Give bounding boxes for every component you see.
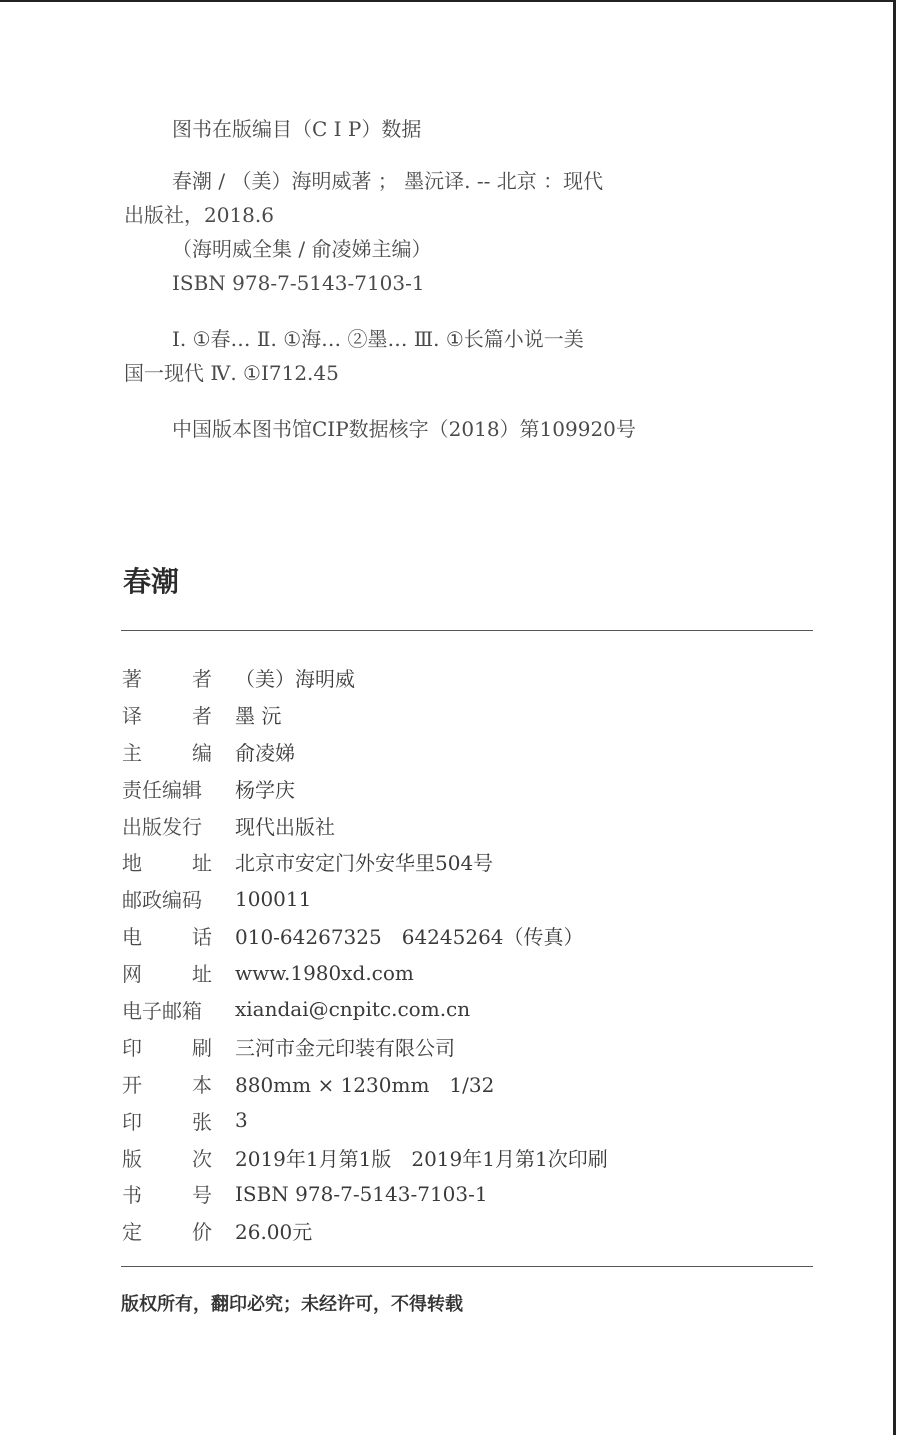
- info-label: [122, 884, 212, 913]
- info-label-part: 本: [192, 1072, 212, 1097]
- divider-top: [121, 630, 813, 631]
- info-label-part: 主: [122, 740, 142, 765]
- info-label: [122, 921, 212, 950]
- info-label-part: 刷: [192, 1035, 212, 1060]
- info-label-part: 者: [192, 703, 212, 728]
- info-label-part: 邮政编码: [122, 888, 202, 913]
- book-title: 春潮: [123, 565, 180, 598]
- info-label-part: 址: [192, 962, 212, 987]
- info-label-part: 译: [122, 703, 142, 728]
- info-label-part: 印: [122, 1035, 142, 1060]
- divider-bottom: [121, 1266, 813, 1267]
- copyright-notice: 版权所有，翻印必究；未经许可，不得转载: [121, 1294, 463, 1315]
- info-row: [122, 733, 812, 770]
- info-row: [122, 1212, 812, 1249]
- cip-isbn: ISBN 978-7-5143-7103-1: [172, 271, 425, 295]
- info-label-part: 编: [192, 740, 212, 765]
- cip-heading: 图书在版编目（C I P）数据: [172, 117, 422, 141]
- info-label-part: 址: [192, 851, 212, 876]
- info-value: 2019年1月第1版 2019年1月第1次印刷: [235, 1146, 608, 1171]
- info-value: （美）海明威: [235, 666, 355, 691]
- info-label: [122, 958, 212, 987]
- info-value: ISBN 978-7-5143-7103-1: [235, 1181, 488, 1206]
- info-value: 墨 沅: [235, 703, 282, 728]
- info-row: [122, 1175, 812, 1212]
- cip-classification-2: 国一现代 Ⅳ. ①I712.45: [124, 361, 339, 385]
- info-label-part: 开: [122, 1072, 142, 1097]
- info-label-part: 号: [192, 1183, 212, 1208]
- info-row: [122, 696, 812, 733]
- publication-info-list: [122, 659, 812, 1249]
- info-label-part: 张: [192, 1109, 212, 1134]
- info-row: [122, 1028, 812, 1065]
- info-value: www.1980xd.com: [235, 960, 414, 985]
- info-row: [122, 1065, 812, 1102]
- info-label-part: 出版发行: [122, 814, 202, 839]
- info-label: [122, 995, 212, 1024]
- info-row: [122, 1139, 812, 1176]
- info-label-part: 者: [192, 666, 212, 691]
- info-label-part: 印: [122, 1109, 142, 1134]
- info-row: [122, 1102, 812, 1139]
- info-label-part: 电子邮箱: [122, 998, 202, 1023]
- info-row: [122, 843, 812, 880]
- info-label: [122, 811, 212, 840]
- info-row: [122, 917, 812, 954]
- info-value: xiandai@cnpitc.com.cn: [235, 997, 471, 1022]
- info-label: [122, 737, 212, 766]
- info-row: [122, 807, 812, 844]
- info-label-part: 版: [122, 1146, 142, 1171]
- info-value: 3: [235, 1108, 248, 1133]
- cip-record-number: 中国版本图书馆CIP数据核字（2018）第109920号: [172, 417, 636, 441]
- info-label-part: 责任编辑: [122, 777, 202, 802]
- info-label: [122, 1216, 212, 1245]
- cip-line-1: 春潮 / （美）海明威著 ； 墨沅译. -- 北京 ：现代: [172, 169, 604, 193]
- info-value: 现代出版社: [235, 814, 335, 839]
- info-value: 100011: [235, 886, 312, 911]
- info-label-part: 次: [192, 1146, 212, 1171]
- info-label-part: 价: [192, 1220, 212, 1245]
- info-value: 杨学庆: [235, 777, 295, 802]
- info-row: [122, 954, 812, 991]
- info-value: 010-64267325 64245264（传真）: [235, 925, 584, 950]
- info-label: [122, 1179, 212, 1208]
- info-label: [122, 1143, 212, 1172]
- cip-line-2: 出版社，2018.6: [124, 203, 274, 227]
- info-label: [122, 700, 212, 729]
- info-row: [122, 880, 812, 917]
- info-label: [122, 663, 212, 692]
- info-row: [122, 991, 812, 1028]
- info-label: [122, 1106, 212, 1135]
- info-label-part: 地: [122, 851, 142, 876]
- info-label: [122, 1069, 212, 1098]
- cip-block: [124, 112, 764, 446]
- cip-classification-1: Ⅰ. ①春… Ⅱ. ①海… ②墨… Ⅲ. ①长篇小说一美: [172, 327, 584, 351]
- info-label: [122, 774, 212, 803]
- info-label-part: 网: [122, 962, 142, 987]
- info-value: 26.00元: [235, 1220, 313, 1245]
- info-row: [122, 770, 812, 807]
- info-value: 北京市安定门外安华里504号: [235, 851, 494, 876]
- info-label-part: 书: [122, 1183, 142, 1208]
- info-label: [122, 847, 212, 876]
- info-label-part: 著: [122, 666, 142, 691]
- info-value: 三河市金元印装有限公司: [235, 1035, 455, 1060]
- info-value: 俞凌娣: [235, 740, 295, 765]
- info-label-part: 定: [122, 1220, 142, 1245]
- info-label: [122, 1032, 212, 1061]
- info-value: 880mm × 1230mm 1/32: [235, 1072, 495, 1097]
- info-label-part: 话: [192, 925, 212, 950]
- cip-line-3: （海明威全集 / 俞凌娣主编）: [172, 237, 432, 261]
- info-row: [122, 659, 812, 696]
- info-label-part: 电: [122, 925, 142, 950]
